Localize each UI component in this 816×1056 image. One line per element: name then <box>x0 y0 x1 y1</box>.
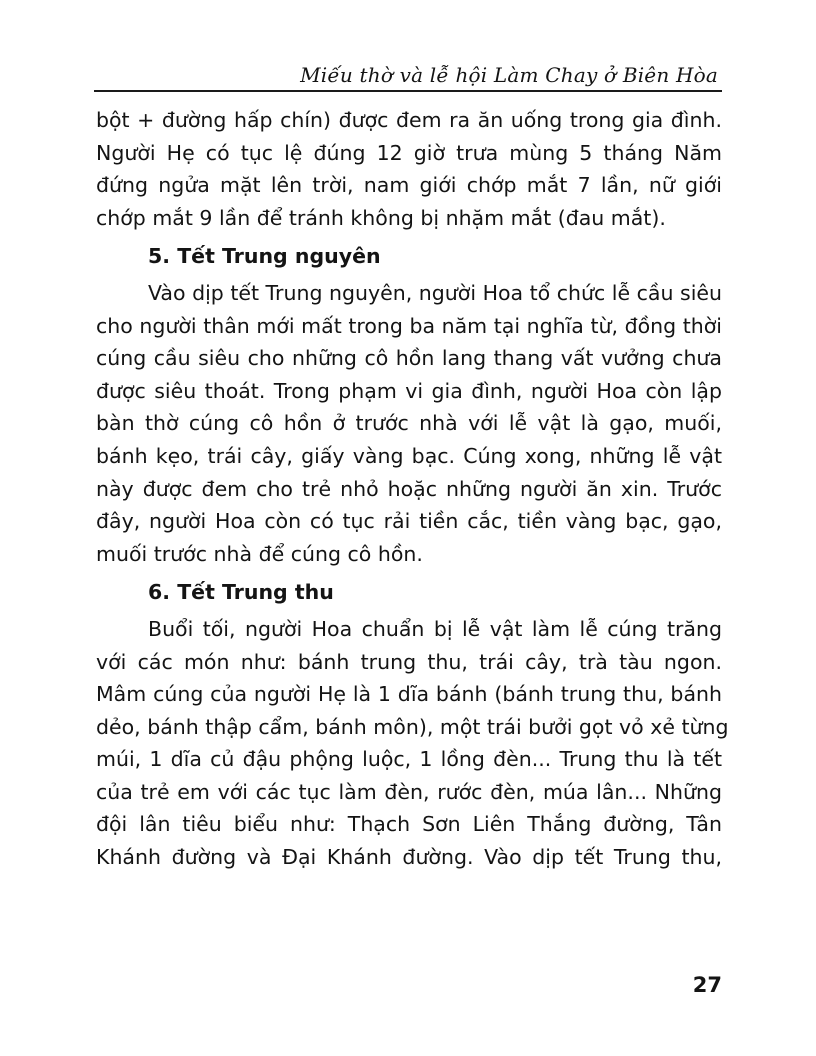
section-6-paragraph <box>96 613 729 874</box>
text-line: múi, 1 dĩa củ đậu phộng luộc, 1 lồng đèn... Trung thu là tết <box>96 747 722 772</box>
text-line: dẻo, bánh thập cẩm, bánh môn), một trái bưởi gọt vỏ xẻ từng <box>96 714 729 739</box>
text-line: bàn thờ cúng cô hồn ở trước nhà với lễ vật là gạo, muối, <box>96 411 722 436</box>
text-line: Vào dịp tết Trung nguyên, người Hoa tổ chức lễ cầu siêu <box>148 280 722 305</box>
text-line: cúng cầu siêu cho những cô hồn lang thang vất vưởng chưa <box>96 346 722 371</box>
text-line: được siêu thoát. Trong phạm vi gia đình, người Hoa còn lập <box>96 378 722 403</box>
text-line: Khánh đường và Đại Khánh đường. Vào dịp tết Trung thu, <box>96 845 722 870</box>
page-number: 27 <box>692 973 722 997</box>
text-line: Buổi tối, người Hoa chuẩn bị lễ vật làm lễ cúng trăng <box>148 616 722 641</box>
text-line: bột + đường hấp chín) được đem ra ăn uống trong gia đình. <box>96 108 722 132</box>
text-line: đội lân tiêu biểu như: Thạch Sơn Liên Thắng đường, Tân <box>96 812 722 837</box>
header-rule <box>94 90 722 92</box>
intro-paragraph <box>96 104 722 234</box>
text-line: đứng ngửa mặt lên trời, nam giới chớp mắt 7 lần, nữ giới <box>96 173 722 198</box>
text-line: chớp mắt 9 lần để tránh không bị nhặm mắt (đau mắt). <box>96 205 666 230</box>
text-line: đây, người Hoa còn có tục rải tiền cắc, tiền vàng bạc, gạo, <box>96 509 722 534</box>
page-body <box>96 104 729 874</box>
section-heading-tet-trung-nguyen: 5. Tết Trung nguyên <box>148 244 381 269</box>
text-line: bánh kẹo, trái cây, giấy vàng bạc. Cúng xong, những lễ vật <box>96 443 722 468</box>
text-line: Mâm cúng của người Hẹ là 1 dĩa bánh (bánh trung thu, bánh <box>96 682 722 707</box>
text-line: cho người thân mới mất trong ba năm tại nghĩa từ, đồng thời <box>96 313 722 338</box>
section-5-paragraph <box>96 277 722 570</box>
text-line: Người Hẹ có tục lệ đúng 12 giờ trưa mùng 5 tháng Năm <box>96 140 722 165</box>
section-heading-tet-trung-thu: 6. Tết Trung thu <box>148 580 334 605</box>
running-header: Miếu thờ và lễ hội Làm Chay ở Biên Hòa <box>300 63 718 87</box>
text-line: của trẻ em với các tục làm đèn, rước đèn, múa lân... Những <box>96 779 722 804</box>
text-line: muối trước nhà để cúng cô hồn. <box>96 541 423 566</box>
text-line: này được đem cho trẻ nhỏ hoặc những người ăn xin. Trước <box>96 476 722 501</box>
text-line: với các món như: bánh trung thu, trái cây, trà tàu ngon. <box>96 649 722 674</box>
